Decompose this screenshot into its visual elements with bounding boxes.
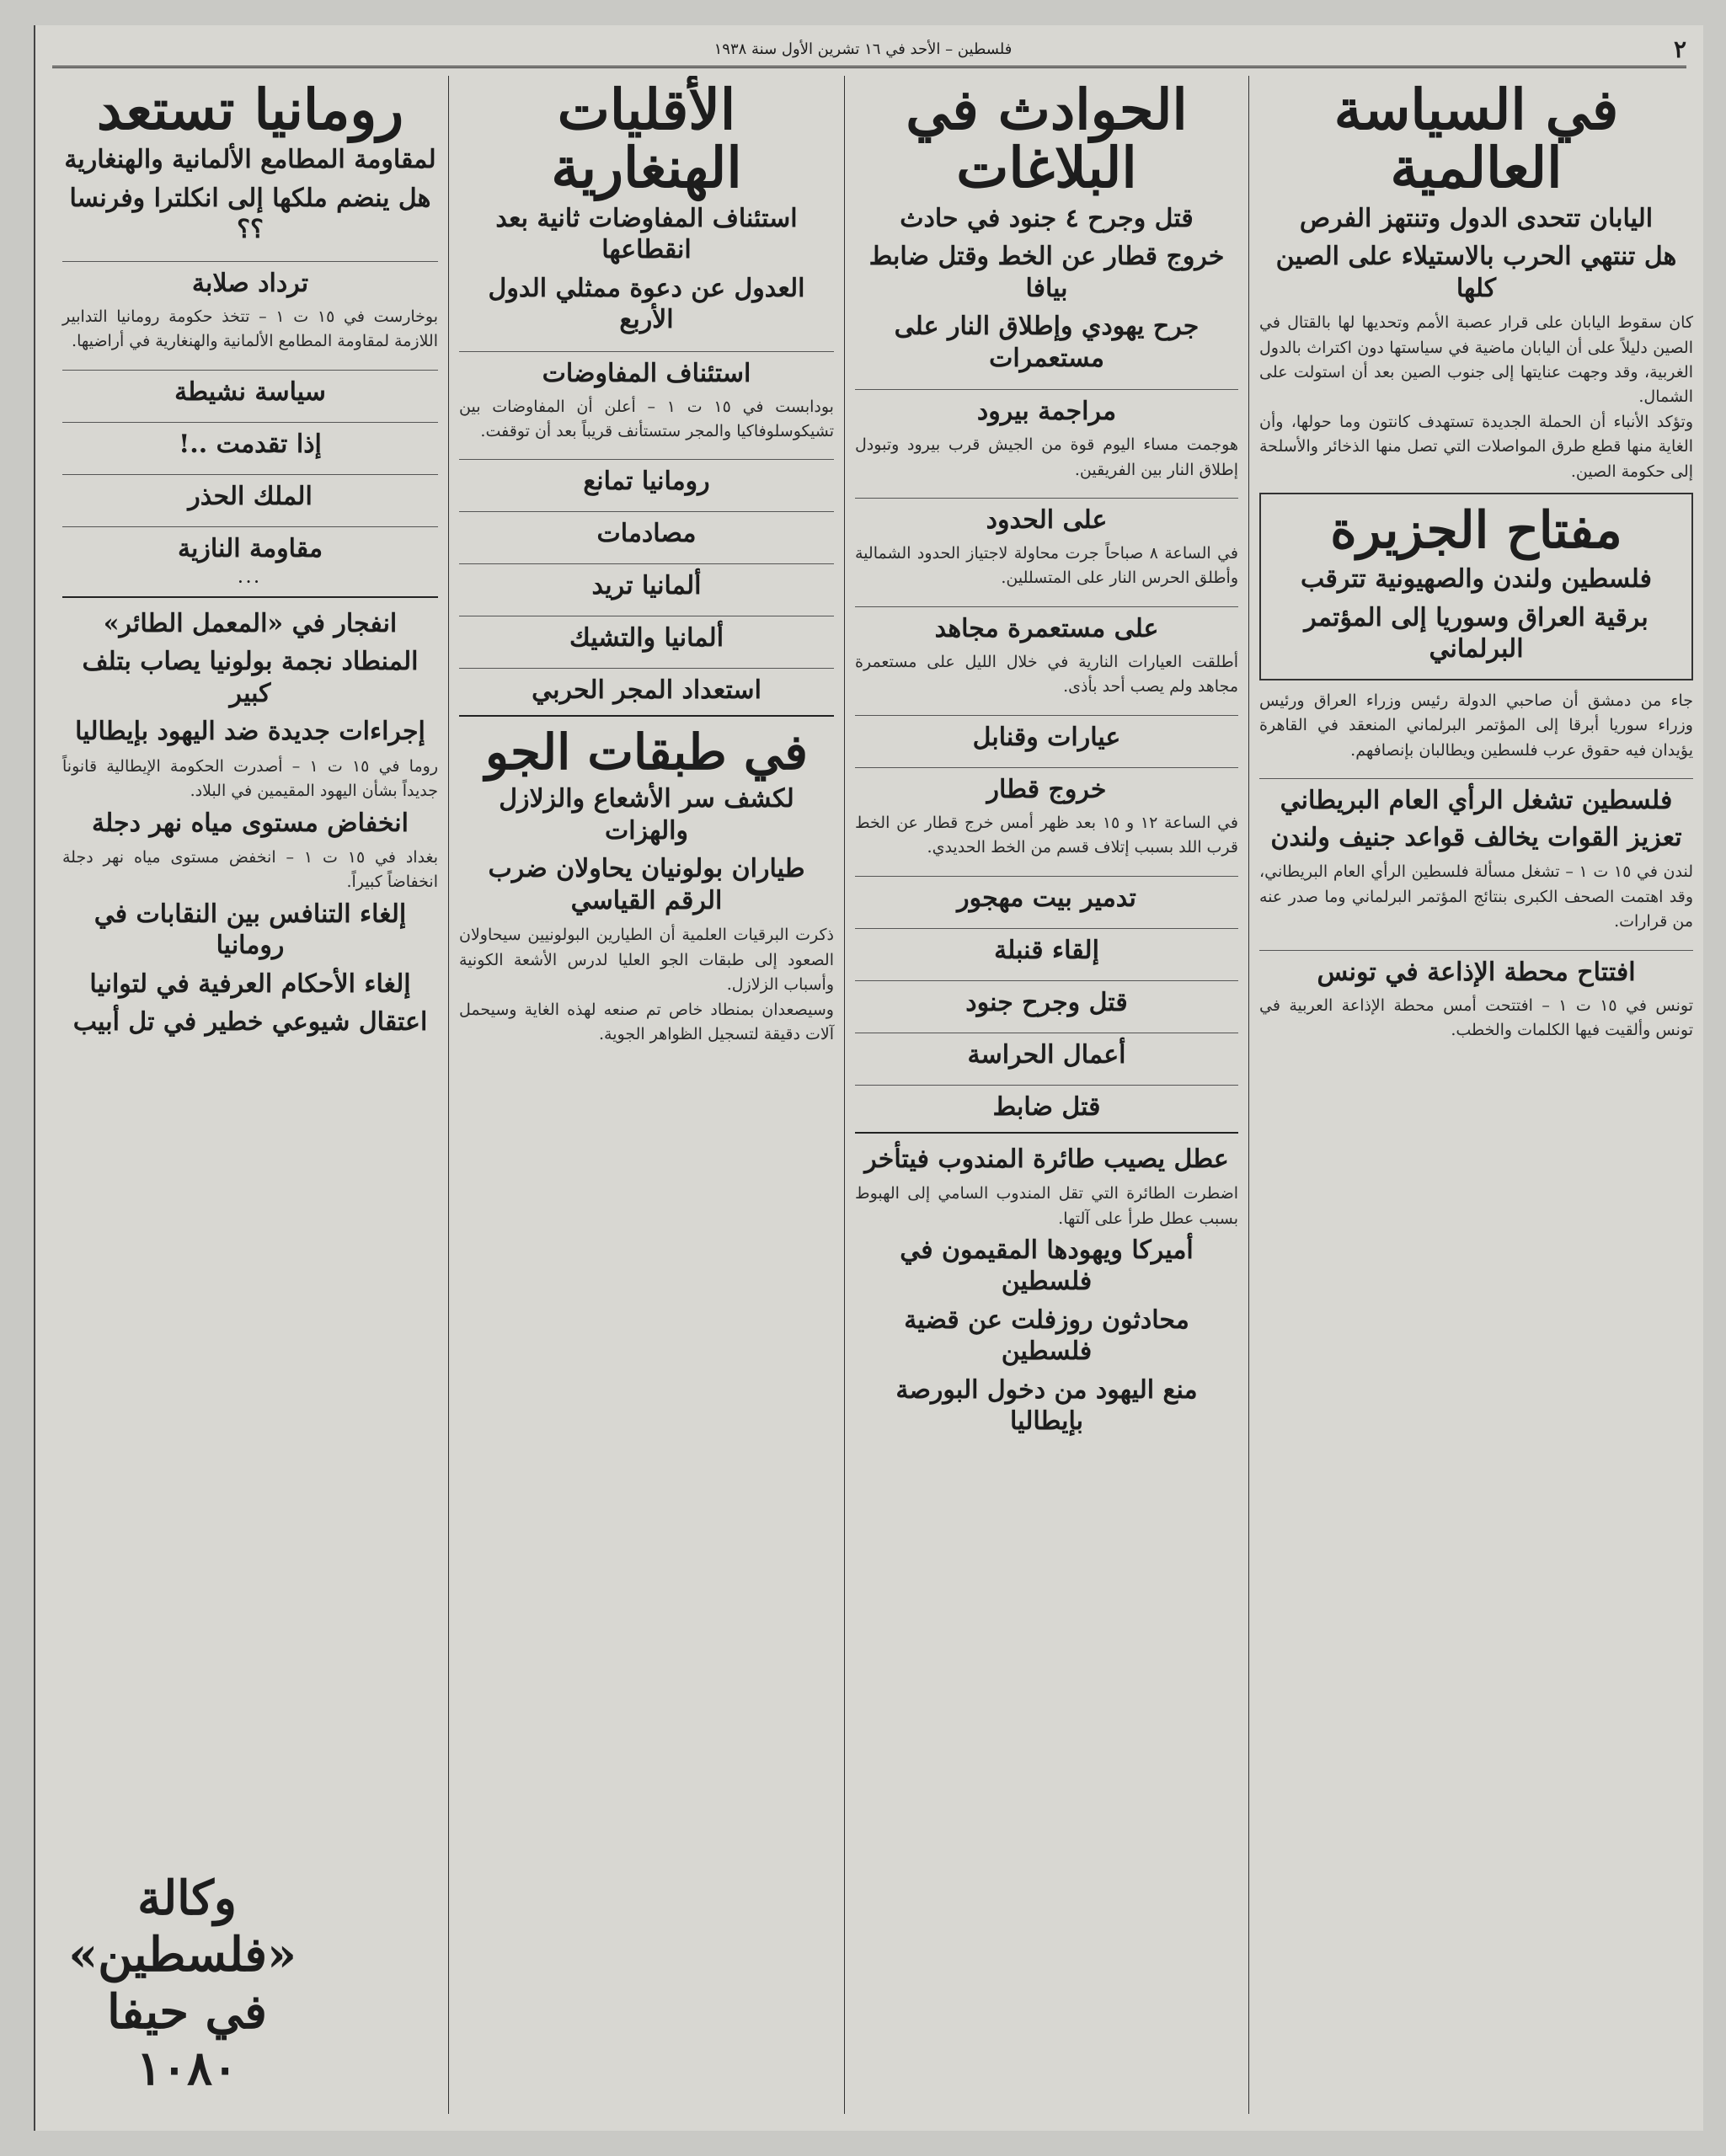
section-headline: تدمير بيت مهجور bbox=[855, 876, 1238, 913]
section-headline: ألمانيا تريد bbox=[459, 563, 834, 600]
dateline: فلسطين – الأحد في ١٦ تشرين الأول سنة ١٩٣٨ bbox=[713, 40, 1013, 58]
section-headline: إلغاء التنافس بين النقابات في رومانيا bbox=[94, 899, 407, 961]
section-headline: مقاومة النازية bbox=[62, 526, 438, 563]
section-headline: عيارات وقنابل bbox=[855, 715, 1238, 752]
article-body: بوخارست في ١٥ ت ١ – تتخذ حكومة رومانيا التدابير اللازمة لمقاومة المطامع الألمانية والهنغارية في أراضيها. bbox=[62, 307, 439, 351]
newspaper-page bbox=[34, 25, 1703, 2131]
subhead: جرح يهودي وإطلاق النار على مستعمرات bbox=[894, 312, 1200, 373]
section-headline: على مستعمرة مجاهد bbox=[855, 606, 1238, 643]
masthead bbox=[52, 32, 1686, 68]
section-headline: إذا تقدمت ..! bbox=[62, 422, 438, 459]
subhead: خروج قطار عن الخط وقتل ضابط بيافا bbox=[868, 242, 1225, 303]
section-headline: خروج قطار bbox=[855, 767, 1238, 804]
subhead: تعزيز القوات يخالف قواعد جنيف ولندن bbox=[1270, 822, 1682, 852]
section-headline: مراجمة بيرود bbox=[855, 389, 1238, 426]
column-hungarian-minorities bbox=[448, 76, 844, 2114]
section-headline: فلسطين تشغل الرأي العام البريطاني bbox=[1259, 778, 1693, 815]
column-incidents bbox=[844, 76, 1248, 2114]
ad-line: وكالة «فلسطين» bbox=[68, 1870, 297, 1983]
headline-hungarian-minorities: الأقليات الهنغارية bbox=[551, 77, 742, 201]
article-body: في الساعة ١٢ و ١٥ بعد ظهر أمس خرج قطار عن الخط قرب اللد بسبب إتلاف قسم من الخط الحديدي. bbox=[855, 813, 1238, 857]
article-body: بغداد في ١٥ ت ١ – انخفض مستوى مياه نهر دجلة انخفاضاً كبيراً. bbox=[62, 848, 439, 892]
section-headline: منع اليهود من دخول البورصة بإيطاليا bbox=[895, 1374, 1198, 1437]
article-body: بودابست في ١٥ ت ١ – أعلن أن المفاوضات بين تشيكوسلوفاكيا والمجر ستستأنف قريباً بعد أن توقفت. bbox=[459, 397, 834, 441]
article-body: ذكرت البرقيات العلمية أن الطيارين البولونيين سيحاولان الصعود إلى طبقات الجو العليا لدرس الأشعة الكونية وأسباب الزلازل. bbox=[459, 926, 834, 995]
ad-line: في حيفا ١٠٨٠ bbox=[107, 1983, 267, 2096]
page-number: ٢ bbox=[1673, 35, 1686, 63]
subhead: اليابان تتحدى الدول وتنتهز الفرص bbox=[1299, 203, 1654, 233]
subhead: العدول عن دعوة ممثلي الدول الأربع bbox=[488, 273, 805, 335]
headline-world-politics: في السياسة العالمية bbox=[1333, 77, 1619, 201]
section-headline: استئناف المفاوضات bbox=[459, 351, 834, 388]
section-headline: انفجار في «المعمل الطائر» bbox=[103, 608, 398, 638]
headline-key-of-peninsula: مفتاح الجزيرة bbox=[1330, 501, 1622, 561]
section-headline: عطل يصيب طائرة المندوب فيتأخر bbox=[864, 1144, 1229, 1174]
section-headline: استعداد المجر الحربي bbox=[459, 668, 834, 705]
section-headline: قتل وجرح جنود bbox=[855, 980, 1238, 1017]
headline-upper-atmosphere: في طبقات الجو bbox=[485, 723, 808, 782]
subhead: استئناف المفاوضات ثانية بعد انقطاعها bbox=[495, 203, 798, 265]
article-body: اضطرت الطائرة التي تقل المندوب السامي إلى الهبوط بسبب عطل طرأ على آلتها. bbox=[855, 1184, 1238, 1228]
article-body: هوجمت مساء اليوم قوة من الجيش قرب بيرود وتبودل إطلاق النار بين الفريقين. bbox=[855, 435, 1238, 479]
section-headline: رومانيا تمانع bbox=[459, 459, 834, 496]
subhead: هل تنتهي الحرب بالاستيلاء على الصين كلها bbox=[1275, 242, 1677, 303]
article-body: لندن في ١٥ ت ١ – تشغل مسألة فلسطين الرأي العام البريطاني، وقد اهتمت الصحف الكبرى بنتائج المؤتمر البرلماني وما صدر عنه من قرارات. bbox=[1259, 862, 1694, 931]
subhead: المنطاد نجمة بولونيا يصاب بتلف كبير bbox=[82, 647, 419, 708]
subhead: برقية العراق وسوريا إلى المؤتمر البرلماني bbox=[1304, 602, 1649, 664]
column-romania bbox=[52, 76, 448, 2114]
subhead: فلسطين ولندن والصهيونية تترقب bbox=[1301, 564, 1652, 595]
subhead: لمقاومة المطامع الألمانية والهنغارية bbox=[64, 145, 436, 175]
subhead: طياران بولونيان يحاولان ضرب الرقم القياسي bbox=[488, 854, 805, 915]
article-body: في الساعة ٨ صباحاً جرت محاولة لاجتياز الحدود الشمالية وأطلق الحرس النار على المتسللين. bbox=[855, 543, 1238, 588]
headline-incidents: الحوادث في البلاغات bbox=[906, 77, 1188, 201]
section-headline: ترداد صلابة bbox=[62, 261, 438, 298]
section-headline: على الحدود bbox=[855, 498, 1238, 535]
section-headline: الملك الحذر bbox=[62, 474, 438, 511]
headline-romania: رومانيا تستعد bbox=[96, 77, 404, 142]
section-headline: محادثون روزفلت عن قضية فلسطين bbox=[904, 1305, 1189, 1367]
column-world-politics bbox=[1248, 76, 1703, 2114]
section-headline: قتل ضابط bbox=[855, 1085, 1238, 1122]
subhead: قتل وجرح ٤ جنود في حادث bbox=[900, 203, 1194, 233]
article-body: كان سقوط اليابان على قرار عصبة الأمم وتحديها لها بالقتال في الصين دليلاً على أن اليابان ماضية في سياستها دون اكتراث بالدول الغربية، وقد وجهت عنايتها إلى جنوب الصين بعد أن استولت على الشمال. bbox=[1259, 313, 1693, 407]
subhead: لكشف سر الأشعاع والزلازل والهزات bbox=[499, 784, 794, 846]
section-headline: سياسة نشيطة bbox=[62, 370, 438, 407]
section-headline: ألمانيا والتشيك bbox=[459, 616, 834, 653]
article-body: وسيصعدان بمنطاد خاص تم صنعه لهذه الغاية وسيحمل آلات دقيقة لتسجيل الظواهر الجوية. bbox=[459, 1000, 834, 1044]
section-headline: أميركا ويهودها المقيمون في فلسطين bbox=[900, 1235, 1194, 1297]
article-body: روما في ١٥ ت ١ – أصدرت الحكومة الإيطالية قانوناً جديداً بشأن اليهود المقيمين في البلاد. bbox=[62, 756, 438, 801]
advertisement-agency bbox=[68, 1870, 297, 2097]
separator-dots: ... bbox=[238, 569, 263, 586]
feature-box bbox=[1259, 493, 1693, 680]
section-headline: افتتاح محطة الإذاعة في تونس bbox=[1259, 950, 1693, 987]
subhead: هل ينضم ملكها إلى انكلترا وفرنسا ؟؟ bbox=[69, 183, 431, 245]
section-headline: مصادمات bbox=[459, 511, 834, 548]
section-headline: إلغاء الأحكام العرفية في لتوانيا bbox=[89, 969, 411, 999]
article-body: أطلقت العيارات النارية في خلال الليل على مستعمرة مجاهد ولم يصب أحد بأذى. bbox=[855, 652, 1238, 696]
section-headline: أعمال الحراسة bbox=[855, 1033, 1238, 1070]
section-headline: إلقاء قنبلة bbox=[855, 928, 1238, 965]
section-headline: اعتقال شيوعي خطير في تل أبيب bbox=[72, 1007, 428, 1038]
section-headline: انخفاض مستوى مياه نهر دجلة bbox=[92, 808, 409, 838]
article-body: وتؤكد الأنباء أن الحملة الجديدة تستهدف كانتون وما حولها، وأن الغاية منها قطع طرق المواصلات التي تصل منها الذخائر والأسلحة إلى حكومة الصين. bbox=[1259, 412, 1693, 481]
article-body: تونس في ١٥ ت ١ – افتتحت أمس محطة الإذاعة العربية في تونس وألقيت فيها الكلمات والخطب. bbox=[1259, 995, 1693, 1040]
article-body: جاء من دمشق أن صاحبي الدولة رئيس وزراء العراق ورئيس وزراء سوريا أبرقا إلى المؤتمر البرلماني المنعقد في القاهرة يؤيدان فيه حقوق عرب فلسطين ويطالبان بإنصافهم. bbox=[1259, 691, 1693, 760]
section-headline: إجراءات جديدة ضد اليهود بإيطاليا bbox=[75, 717, 425, 747]
